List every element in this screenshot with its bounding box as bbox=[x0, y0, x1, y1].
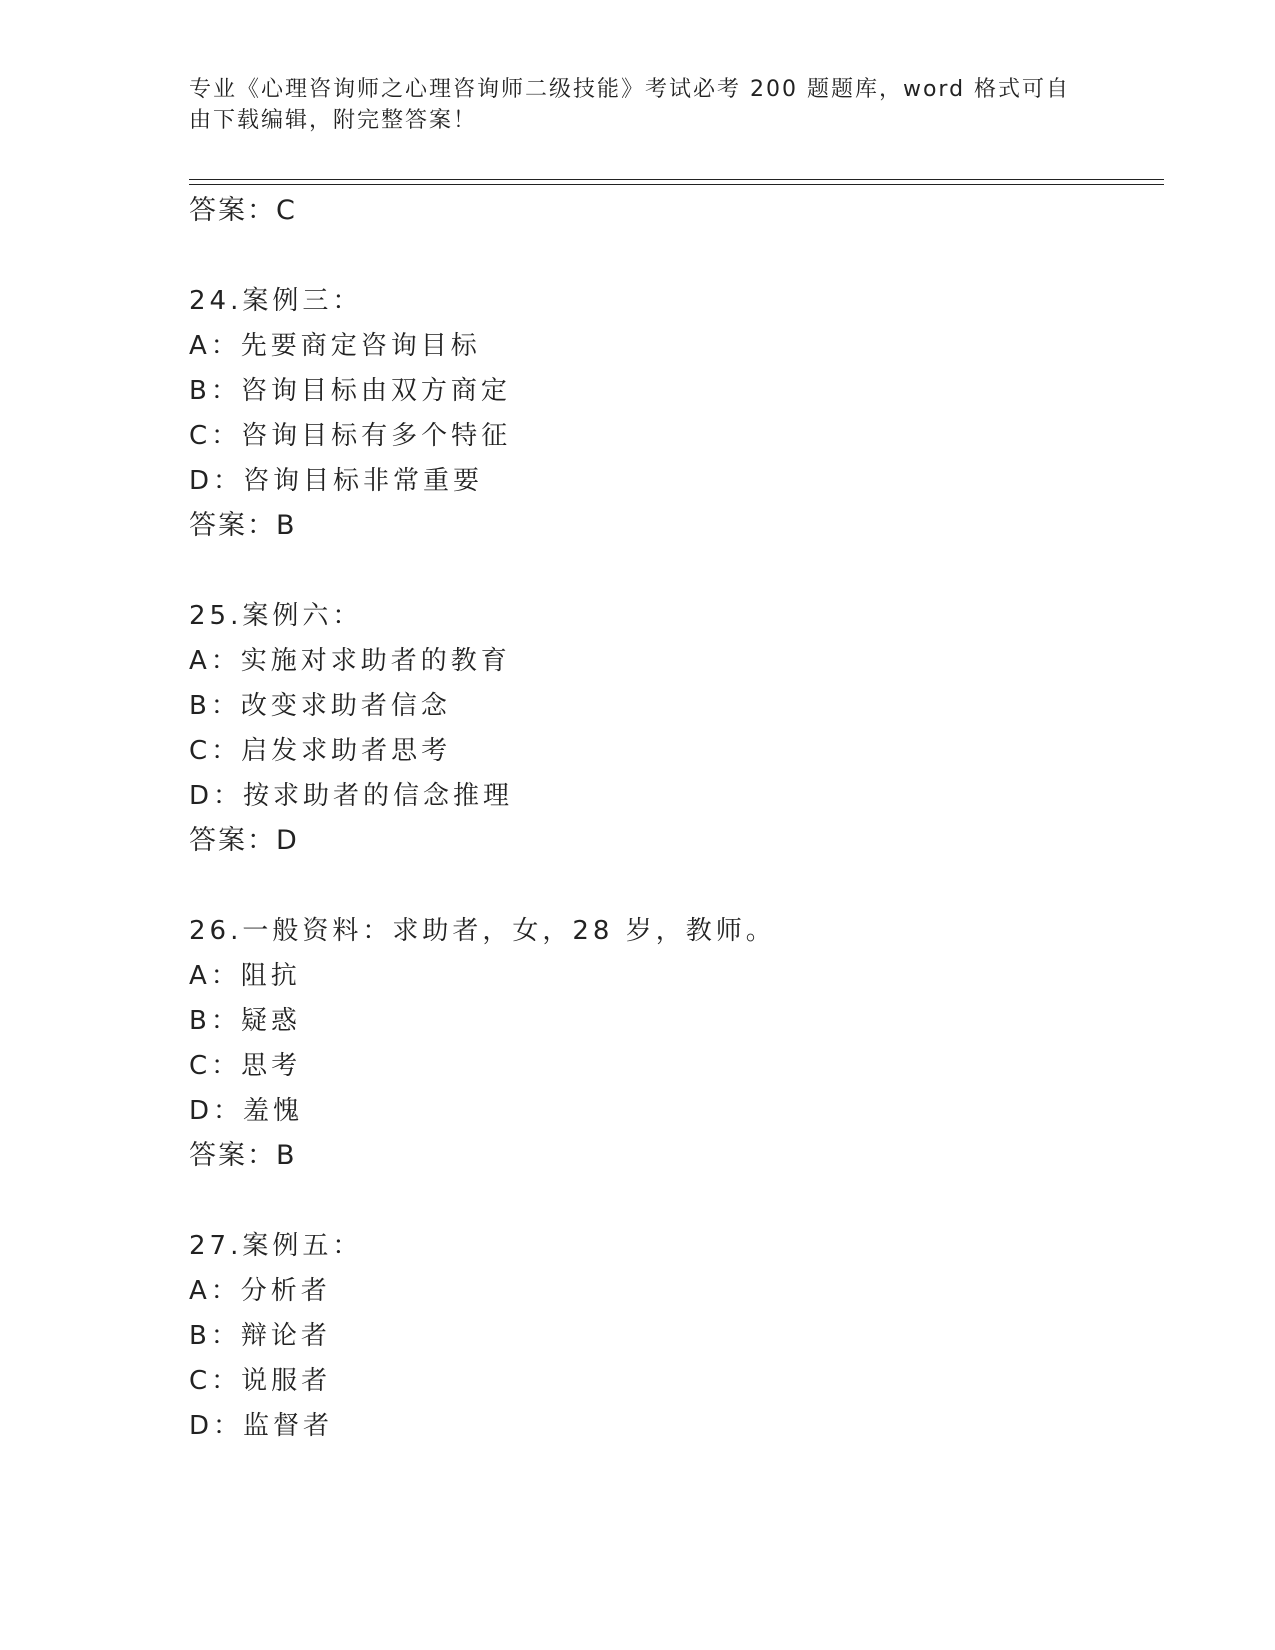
header-line-1: 专业《心理咨询师之心理咨询师二级技能》考试必考 200 题题库，word 格式可自 bbox=[189, 77, 1071, 102]
question-25-option-d: D：按求助者的信念推理 bbox=[189, 781, 514, 811]
answer-23: 答案：C bbox=[189, 195, 297, 226]
question-27-option-a: A：分析者 bbox=[189, 1276, 331, 1306]
question-24-option-a: A：先要商定咨询目标 bbox=[189, 331, 481, 361]
question-26-option-c: C：思考 bbox=[189, 1051, 302, 1081]
question-25-option-c: C：启发求助者思考 bbox=[189, 736, 452, 766]
question-24-stem: 24.案例三： bbox=[189, 286, 363, 316]
question-26-option-a: A：阻抗 bbox=[189, 961, 301, 991]
question-26-option-b: B：疑惑 bbox=[189, 1006, 301, 1036]
question-26-answer: 答案：B bbox=[189, 1140, 297, 1171]
header-divider-bottom bbox=[189, 184, 1164, 185]
question-25-answer: 答案：D bbox=[189, 825, 299, 856]
header-line-2: 由下载编辑，附完整答案！ bbox=[189, 108, 478, 133]
question-27-stem: 27.案例五： bbox=[189, 1231, 363, 1261]
question-27-option-d: D：监督者 bbox=[189, 1411, 334, 1441]
question-27-option-b: B：辩论者 bbox=[189, 1321, 331, 1351]
question-25-option-b: B：改变求助者信念 bbox=[189, 691, 451, 721]
question-26-stem: 26.一般资料：求助者，女，28 岁，教师。 bbox=[189, 916, 776, 946]
question-24-option-c: C：咨询目标有多个特征 bbox=[189, 421, 512, 451]
header-divider-top bbox=[189, 179, 1164, 180]
question-24-answer: 答案：B bbox=[189, 510, 297, 541]
document-header bbox=[189, 74, 1089, 136]
question-25-option-a: A：实施对求助者的教育 bbox=[189, 646, 511, 676]
question-25-stem: 25.案例六： bbox=[189, 601, 363, 631]
question-27-option-c: C：说服者 bbox=[189, 1366, 332, 1396]
question-26-option-d: D：羞愧 bbox=[189, 1096, 304, 1126]
question-24-option-d: D：咨询目标非常重要 bbox=[189, 466, 484, 496]
question-24-option-b: B：咨询目标由双方商定 bbox=[189, 376, 511, 406]
